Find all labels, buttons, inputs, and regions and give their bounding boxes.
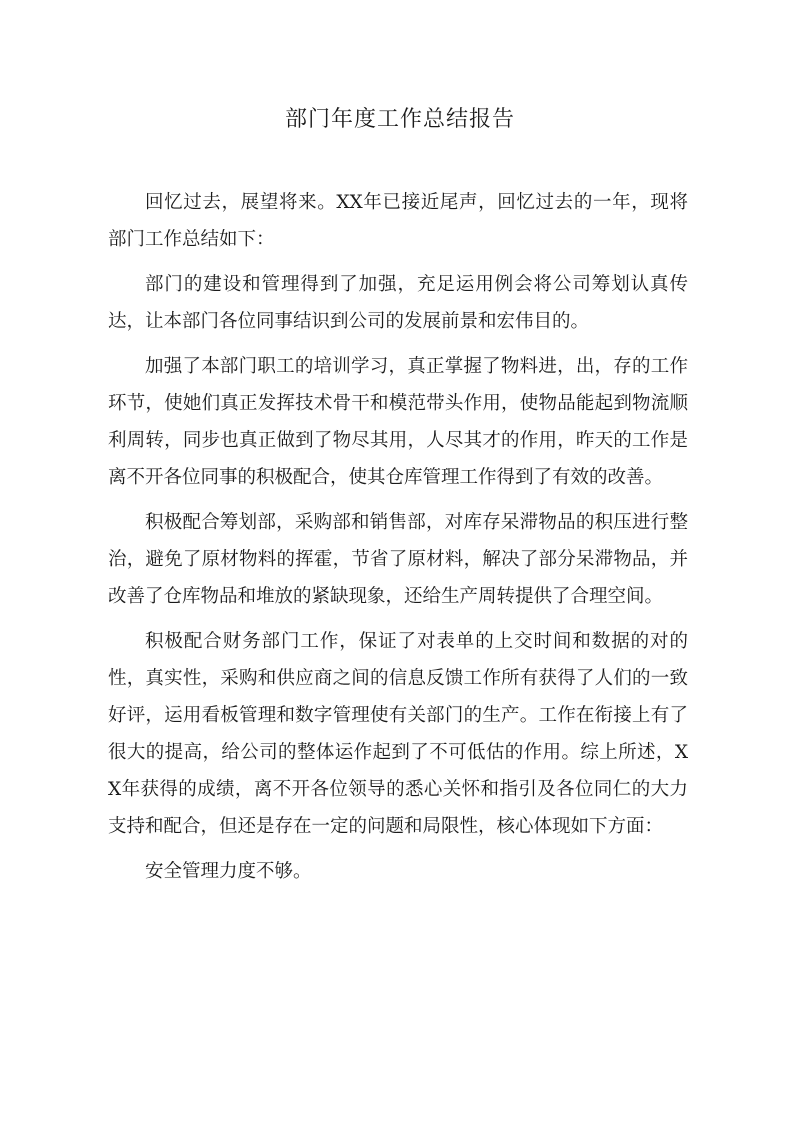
paragraph-department-building: 部门的建设和管理得到了加强，充足运用例会将公司筹划认真传达，让本部门各位同事结识到公司的发展前景和宏伟目的。 <box>108 274 688 332</box>
document-body <box>108 184 688 898</box>
document-title: 部门年度工作总结报告 <box>284 107 515 132</box>
paragraph-finance: 积极配合财务部门工作，保证了对表单的上交时间和数据的对的性，真实性，采购和供应商之间的信息反馈工作所有获得了人们的一致好评，运用看板管理和数字管理使有关部门的生产。工作在衔接上有了很大的提高，给公司的整体运作起到了不可低估的作用。综上所述，XX年获得的成绩，离不开各位领导的悉心关怀和指引及各位同仁的大力支持和配合，但还是存在一定的问题和局限性，核心体现如下方面： <box>108 631 688 837</box>
paragraph-inventory: 积极配合筹划部，采购部和销售部，对库存呆滞物品的积压进行整治，避免了原材物料的挥霍，节省了原材料，解决了部分呆滞物品，并改善了仓库物品和堆放的紧缺现象，还给生产周转提供了合理空间。 <box>108 512 688 607</box>
paragraph-intro: 回忆过去，展望将来。XX年已接近尾声，回忆过去的一年，现将部门工作总结如下： <box>108 192 688 250</box>
paragraph-safety: 安全管理力度不够。 <box>145 861 312 882</box>
paragraph-training: 加强了本部门职工的培训学习，真正掌握了物料进，出，存的工作环节，使她们真正发挥技术骨干和模范带头作用，使物品能起到物流顺利周转，同步也真正做到了物尽其用，人尽其才的作用，昨天的工作是离不开各位同事的积极配合，使其仓库管理工作得到了有效的改善。 <box>108 356 688 488</box>
